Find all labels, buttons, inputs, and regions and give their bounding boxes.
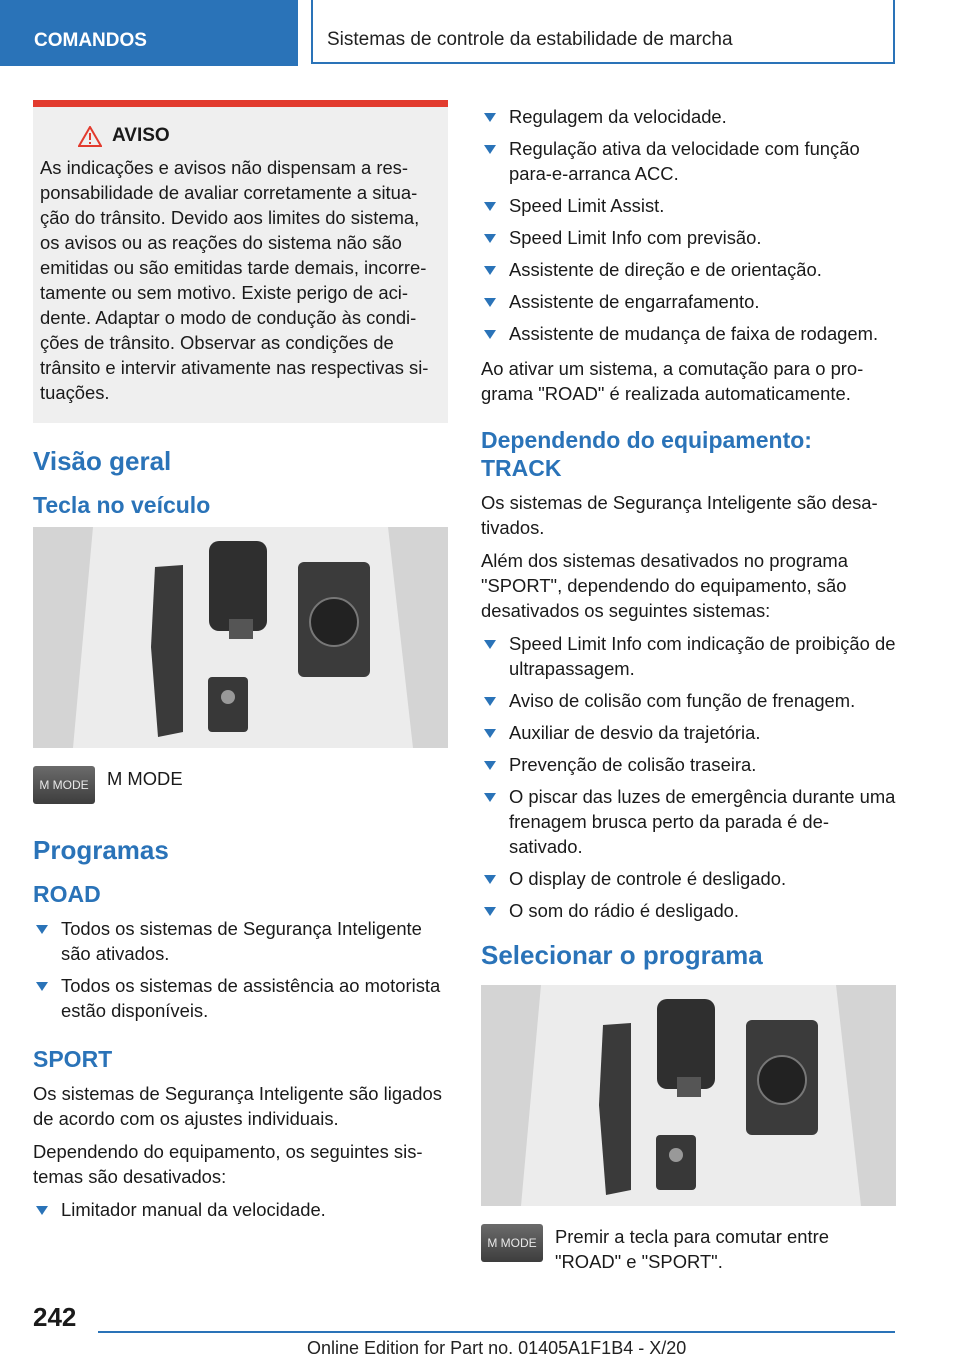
warning-text: As indicações e avisos não dispensam a responsabilidade de avaliar corretamente a situação do trânsito. Devido aos limites do sistema, os avisos ou as reações do sistema não são emitidas ou são emitidas tarde demais, incorretamente ou sem motivo. Existe perigo de acidente. Adaptar o modo de condução às condições de trânsito. Observar as condições de trânsito e intervir ativamente nas respectivas situações. [40, 157, 429, 403]
m-mode-caption: M MODE [107, 768, 183, 789]
console-photo [33, 527, 448, 748]
list-item: Assistente de direção e de orientação. [481, 257, 896, 282]
list-item: Todos os sistemas de Segurança Inteligente são ativados. [33, 916, 448, 966]
console-photo-2 [481, 985, 896, 1206]
list-item: Aviso de colisão com função de frenagem. [481, 688, 896, 713]
warning-box [33, 100, 448, 423]
list-item: Todos os sistemas de assistência ao motorista estão disponíveis. [33, 973, 448, 1023]
select-caption: Premir a tecla para comutar entre "ROAD" e "SPORT". [555, 1226, 829, 1272]
select-program-heading: Selecionar o programa [481, 940, 763, 970]
sport-list-part-2 [481, 104, 896, 346]
sport-heading: SPORT [33, 1046, 113, 1072]
list-item: Speed Limit Info com indicação de proibição de ultrapassagem. [481, 631, 896, 681]
chapter-title: Sistemas de controle da estabilidade de marcha [311, 0, 895, 64]
list-item: Regulagem da velocidade. [481, 104, 896, 129]
select-legend [481, 1224, 896, 1274]
m-mode-button-image: M MODE [33, 766, 95, 804]
list-item: O som do rádio é desligado. [481, 898, 896, 923]
track-heading: Dependendo do equipamento: TRACK [481, 427, 812, 481]
center-console-image [33, 527, 448, 748]
page-number: 242 [33, 1302, 77, 1332]
key-in-vehicle-heading: Tecla no veículo [33, 492, 211, 518]
list-item: Assistente de engarrafamento. [481, 289, 896, 314]
list-item: Limitador manual da velocidade. [33, 1197, 448, 1222]
list-item: Assistente de mudança de faixa de rodagem. [481, 321, 896, 346]
sport-paragraph-1: Os sistemas de Segurança Inteligente são ligados de acordo com os ajustes individuais. [33, 1083, 442, 1129]
warning-heading [78, 125, 440, 147]
warning-triangle-icon [78, 126, 102, 147]
sport-list-part-1 [33, 1197, 448, 1222]
m-mode-legend [33, 766, 448, 804]
list-item: Prevenção de colisão traseira. [481, 752, 896, 777]
right-column [481, 104, 896, 1304]
m-mode-button-image: M MODE [481, 1224, 543, 1262]
track-paragraph-1: Os sistemas de Segurança Inteligente são desativados. [481, 492, 878, 538]
list-item: O display de controle é desligado. [481, 866, 896, 891]
programs-heading: Programas [33, 835, 169, 865]
left-column [33, 100, 448, 1232]
road-heading: ROAD [33, 881, 101, 907]
sport-paragraph-3: Ao ativar um sistema, a comutação para o programa "ROAD" é realizada automaticamente. [481, 358, 864, 404]
page-header [0, 0, 960, 66]
list-item: Speed Limit Assist. [481, 193, 896, 218]
list-item: Speed Limit Info com previsão. [481, 225, 896, 250]
track-paragraph-2: Além dos sistemas desativados no programa "SPORT", dependendo do equipamento, são desativados os seguintes sistemas: [481, 550, 848, 621]
edition-note: Online Edition for Part no. 01405A1F1B4 - X/20 [307, 1338, 687, 1358]
list-item: O piscar das luzes de emergência durante uma frenagem brusca perto da parada é desativado. [481, 784, 896, 859]
warning-title: AVISO [112, 125, 170, 146]
road-list [33, 916, 448, 1023]
list-item: Regulação ativa da velocidade com função para-e-arranca ACC. [481, 136, 896, 186]
center-console-image [481, 985, 896, 1206]
footer-divider [98, 1331, 895, 1333]
list-item: Auxiliar de desvio da trajetória. [481, 720, 896, 745]
overview-heading: Visão geral [33, 446, 172, 476]
track-list [481, 631, 896, 923]
sport-paragraph-2: Dependendo do equipamento, os seguintes sistemas são desativados: [33, 1141, 423, 1187]
section-tab: COMANDOS [0, 0, 298, 66]
